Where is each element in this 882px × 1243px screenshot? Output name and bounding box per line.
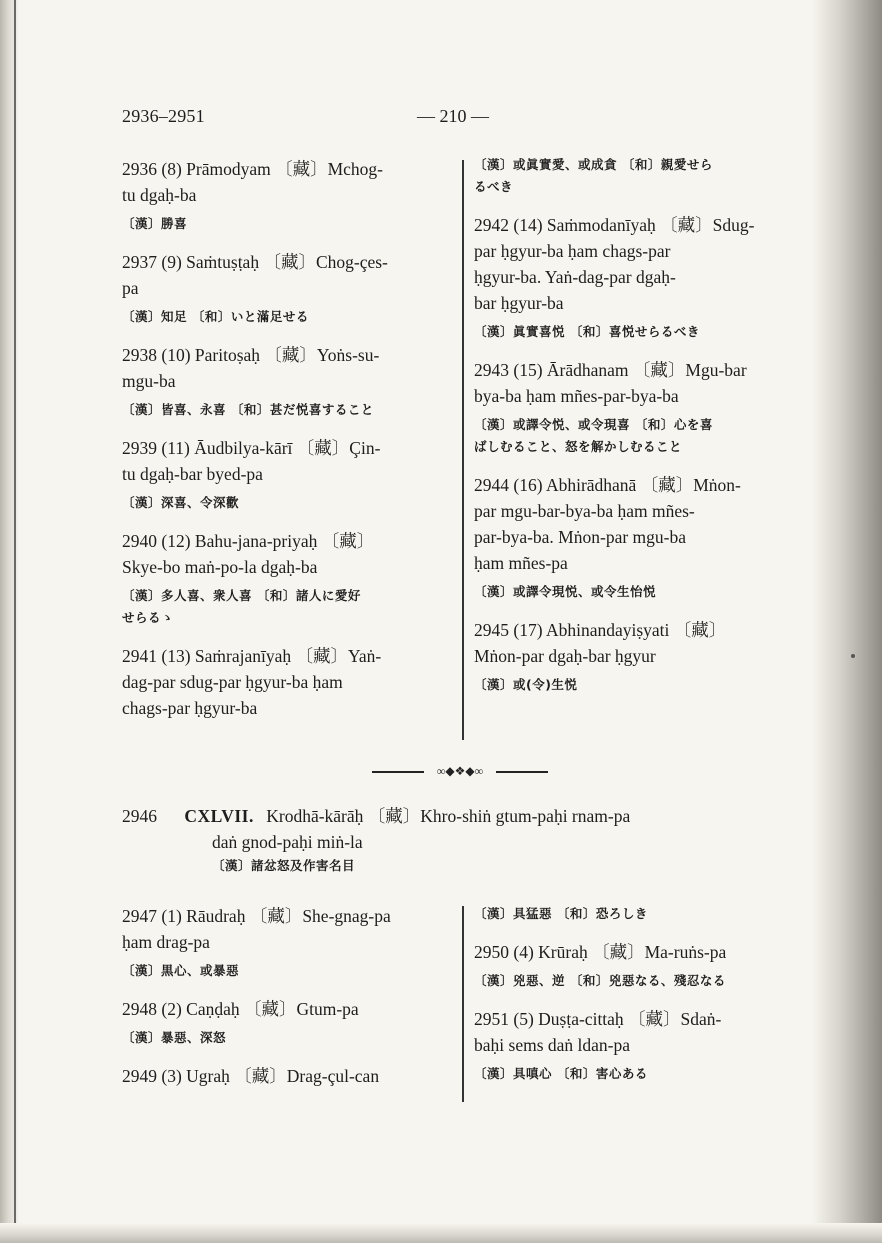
binding-rule	[14, 0, 16, 1243]
entry-cjk-gloss	[474, 674, 814, 696]
cjk-line: 〔漢〕知足 〔和〕いと滿足せる	[122, 309, 309, 324]
cjk-line: ばしむること、怒を解かしむること	[474, 439, 683, 454]
entry-cjk-gloss	[474, 1063, 814, 1085]
entry-line: Skye-bo maṅ-po-la dgaḥ-ba	[122, 557, 318, 577]
bottom-edge-shadow	[0, 1223, 882, 1243]
entry-cjk-gloss	[122, 960, 458, 982]
entry-line: bar ḥgyur-ba	[474, 293, 564, 313]
section-roman-numeral: CXLVII.	[184, 806, 254, 826]
dictionary-entry	[122, 643, 458, 721]
entry-line: 2938 (10) Paritoṣaḥ 〔藏〕Yoṅs-su-	[122, 345, 380, 365]
section-number: 2946	[122, 806, 157, 826]
cjk-line: るべき	[474, 179, 514, 194]
entry-line: ḥam mñes-pa	[474, 553, 568, 573]
entry-line: mgu-ba	[122, 371, 176, 391]
entry-cjk-gloss	[474, 970, 814, 992]
dictionary-entry	[122, 996, 458, 1049]
section-ornament: ∞◆❖◆∞	[372, 764, 548, 778]
entry-cjk-gloss	[474, 154, 814, 198]
entry-line: par ḥgyur-ba ḥam chags-par	[474, 241, 671, 261]
entry-line: 2947 (1) Rāudraḥ 〔藏〕She-gnag-pa	[122, 906, 391, 926]
cjk-line: 〔漢〕皆喜、永喜 〔和〕甚だ悦喜すること	[122, 402, 374, 417]
entry-cjk-gloss	[474, 903, 814, 925]
upper-right-column	[474, 154, 814, 710]
cjk-line: 〔漢〕具猛惡 〔和〕恐ろしき	[474, 906, 648, 921]
entry-line: bya-ba ḥam mñes-par-bya-ba	[474, 386, 679, 406]
dictionary-entry	[474, 903, 814, 925]
section-cjk-gloss: 〔漢〕諸忿怒及作害名目	[212, 858, 356, 873]
entry-line: tu dgaḥ-ba	[122, 185, 197, 205]
entry-cjk-gloss	[474, 581, 814, 603]
entry-line: 2943 (15) Ārādhanam 〔藏〕Mgu-bar	[474, 360, 747, 380]
entry-line: 2945 (17) Abhinandayiṣyati 〔藏〕	[474, 620, 727, 640]
dictionary-entry	[474, 154, 814, 198]
lower-right-column	[474, 903, 814, 1099]
cjk-line: 〔漢〕勝喜	[122, 216, 188, 231]
dictionary-entry	[474, 357, 814, 458]
entry-line: 2939 (11) Āudbilya-kārī 〔藏〕Çin-	[122, 438, 381, 458]
entry-line: par mgu-bar-bya-ba ḥam mñes-	[474, 501, 695, 521]
cjk-line: 〔漢〕眞實喜悦 〔和〕喜悦せらるべき	[474, 324, 700, 339]
cjk-line: 〔漢〕具嗔心 〔和〕害心ある	[474, 1066, 648, 1081]
dictionary-entry	[474, 617, 814, 696]
page-number: — 210 —	[417, 106, 489, 126]
dictionary-entry	[474, 939, 814, 992]
entry-line: baḥi sems daṅ ldan-pa	[474, 1035, 630, 1055]
entry-line: tu dgaḥ-bar byed-pa	[122, 464, 263, 484]
upper-left-column	[122, 156, 458, 735]
cjk-line: 〔漢〕暴惡、深怒	[122, 1030, 227, 1045]
entry-cjk-gloss	[474, 414, 814, 458]
entry-line: 2944 (16) Abhirādhanā 〔藏〕Mṅon-	[474, 475, 741, 495]
entry-line: ḥam drag-pa	[122, 932, 210, 952]
entry-line: 2950 (4) Krūraḥ 〔藏〕Ma-ruṅs-pa	[474, 942, 727, 962]
cjk-line: せらるゝ	[122, 610, 175, 625]
page-edge-shadow	[812, 0, 882, 1243]
entry-line: 2951 (5) Duṣṭa-cittaḥ 〔藏〕Sdaṅ-	[474, 1009, 722, 1029]
dictionary-entry	[122, 342, 458, 421]
entry-cjk-gloss	[474, 321, 814, 343]
section-title-line1: Krodhā-kārāḥ 〔藏〕Khro-shiṅ gtum-paḥi rnam-pa	[266, 806, 631, 826]
entry-line: chags-par ḥgyur-ba	[122, 698, 258, 718]
entry-cjk-gloss	[122, 213, 458, 235]
paper-speck	[851, 654, 855, 658]
cjk-line: 〔漢〕深喜、令深歡	[122, 495, 240, 510]
dictionary-entry	[122, 1063, 458, 1089]
entry-line: pa	[122, 278, 139, 298]
entry-line: ḥgyur-ba. Yaṅ-dag-par dgaḥ-	[474, 267, 676, 287]
dictionary-entry	[122, 249, 458, 328]
entry-line: 2949 (3) Ugraḥ 〔藏〕Drag-çul-can	[122, 1066, 380, 1086]
column-divider-upper	[462, 160, 464, 740]
entry-cjk-gloss	[122, 306, 458, 328]
entry-cjk-gloss	[122, 1027, 458, 1049]
column-divider-lower	[462, 906, 464, 1102]
entry-line: 2941 (13) Saṁrajanīyaḥ 〔藏〕Yaṅ-	[122, 646, 382, 666]
dictionary-entry	[122, 435, 458, 514]
entry-cjk-gloss	[122, 399, 458, 421]
dictionary-entry	[474, 212, 814, 343]
entry-line: 2942 (14) Saṁmodanīyaḥ 〔藏〕Sdug-	[474, 215, 755, 235]
entry-line: dag-par sdug-par ḥgyur-ba ḥam	[122, 672, 343, 692]
dictionary-entry	[122, 903, 458, 982]
cjk-line: 〔漢〕黒心、或暴惡	[122, 963, 240, 978]
entry-line: Mṅon-par dgaḥ-bar ḥgyur	[474, 646, 656, 666]
cjk-line: 〔漢〕或譯令現悦、或令生怡悦	[474, 584, 657, 599]
entry-cjk-gloss	[122, 492, 458, 514]
entry-line: 2936 (8) Prāmodyam 〔藏〕Mchog-	[122, 159, 384, 179]
cjk-line: 〔漢〕或(令)生悦	[474, 677, 578, 692]
cjk-line: 〔漢〕或譯令悦、或令現喜 〔和〕心を喜	[474, 417, 713, 432]
dictionary-entry	[122, 528, 458, 629]
lower-left-column	[122, 903, 458, 1103]
cjk-line: 〔漢〕兇惡、逆 〔和〕兇惡なる、殘忍なる	[474, 973, 726, 988]
section-heading	[122, 803, 630, 877]
entry-line: 2937 (9) Saṁtuṣṭaḥ 〔藏〕Chog-çes-	[122, 252, 388, 272]
cjk-line: 〔漢〕多人喜、衆人喜 〔和〕諸人に愛好	[122, 588, 361, 603]
entry-line: 2940 (12) Bahu-jana-priyaḥ 〔藏〕	[122, 531, 375, 551]
dictionary-entry	[474, 1006, 814, 1085]
entry-line: par-bya-ba. Mṅon-par mgu-ba	[474, 527, 686, 547]
section-title-line2: daṅ gnod-paḥi miṅ-la	[212, 832, 363, 852]
dictionary-entry	[122, 156, 458, 235]
cjk-line: 〔漢〕或眞實愛、或成貪 〔和〕親愛せら	[474, 157, 713, 172]
entry-cjk-gloss	[122, 585, 458, 629]
entry-range-header: 2936–2951	[122, 106, 205, 126]
dictionary-entry	[474, 472, 814, 603]
entry-line: 2948 (2) Caṇḍaḥ 〔藏〕Gtum-pa	[122, 999, 359, 1019]
